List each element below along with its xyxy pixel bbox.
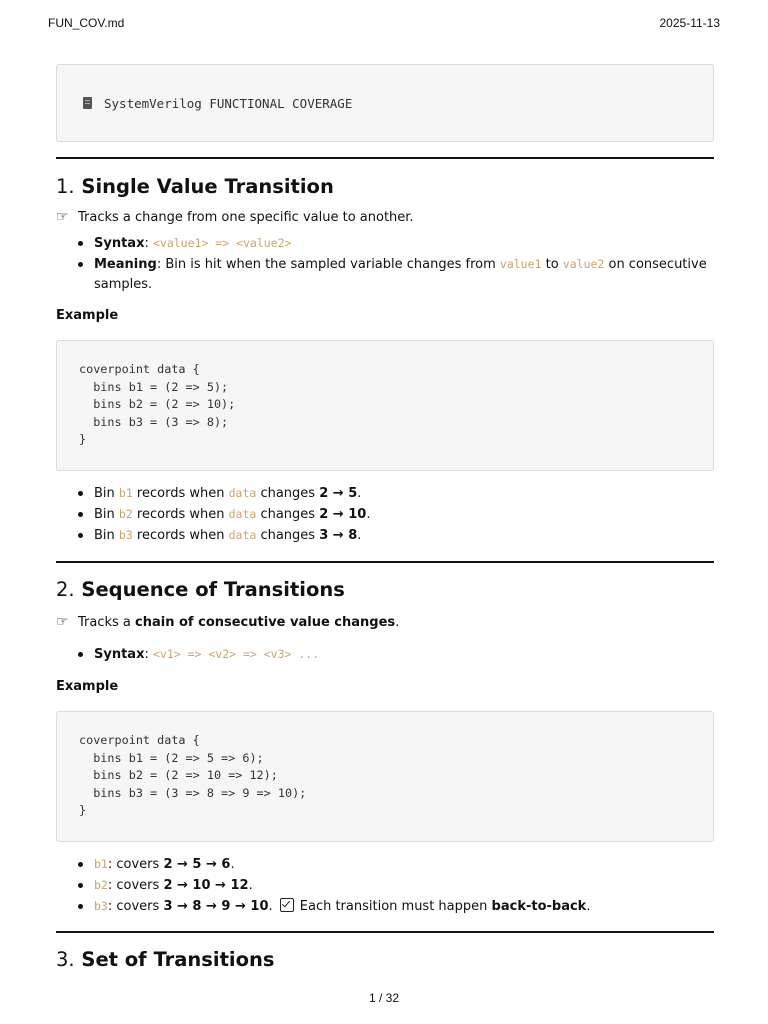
section-1-bins-list: [56, 483, 714, 546]
section-2-intro: ☞ Tracks a chain of consecutive value changes.: [56, 614, 400, 630]
list-item: b1: covers 2 → 5 → 6.: [56, 854, 714, 875]
divider: [56, 157, 714, 159]
section-3-heading: 3. Set of Transitions: [56, 948, 275, 971]
section-1-intro: ☞ Tracks a change from one specific value to another.: [56, 209, 414, 225]
example-label: Example: [56, 308, 119, 323]
document-content: [56, 64, 714, 973]
section-1-heading: 1. Single Value Transition: [56, 175, 334, 198]
divider: [56, 931, 714, 933]
section-1-list: [56, 233, 714, 295]
list-item: b2: covers 2 → 10 → 12.: [56, 875, 714, 896]
list-item: Meaning: Bin is hit when the sampled variable changes from value1 to value2 on consecutive samples.: [56, 254, 714, 295]
list-item: Syntax: <value1> => <value2>: [56, 233, 714, 254]
pointing-hand-icon: ☞: [56, 614, 69, 630]
book-icon: [83, 97, 92, 109]
check-box-icon: [280, 898, 294, 912]
list-item: Bin b3 records when data changes 3 → 8.: [56, 525, 714, 546]
section-2-list: [56, 644, 714, 665]
section-2-bins-list: [56, 854, 714, 917]
page-number: 1 / 32: [368, 991, 400, 1005]
section-2-heading: 2. Sequence of Transitions: [56, 578, 345, 601]
pointing-hand-icon: ☞: [56, 209, 69, 225]
title-box-text: SystemVerilog FUNCTIONAL COVERAGE: [104, 95, 353, 111]
code-block: coverpoint data { bins b1 = (2 => 5 => 6); bins b2 = (2 => 10 => 12); bins b3 = (3 => 8 => 9 => 10); }: [56, 711, 714, 842]
list-item: Bin b1 records when data changes 2 → 5.: [56, 483, 714, 504]
list-item: Bin b2 records when data changes 2 → 10.: [56, 504, 714, 525]
code-block: coverpoint data { bins b1 = (2 => 5); bins b2 = (2 => 10); bins b3 = (3 => 8); }: [56, 340, 714, 471]
list-item: Syntax: <v1> => <v2> => <v3> ...: [56, 644, 714, 665]
header-date: 2025-11-13: [659, 16, 720, 30]
header-filename: FUN_COV.md: [48, 16, 125, 30]
example-label: Example: [56, 679, 119, 694]
title-box: [56, 64, 714, 142]
list-item: b3: covers 3 → 8 → 9 → 10. Each transition must happen back-to-back.: [56, 896, 714, 917]
divider: [56, 561, 714, 563]
